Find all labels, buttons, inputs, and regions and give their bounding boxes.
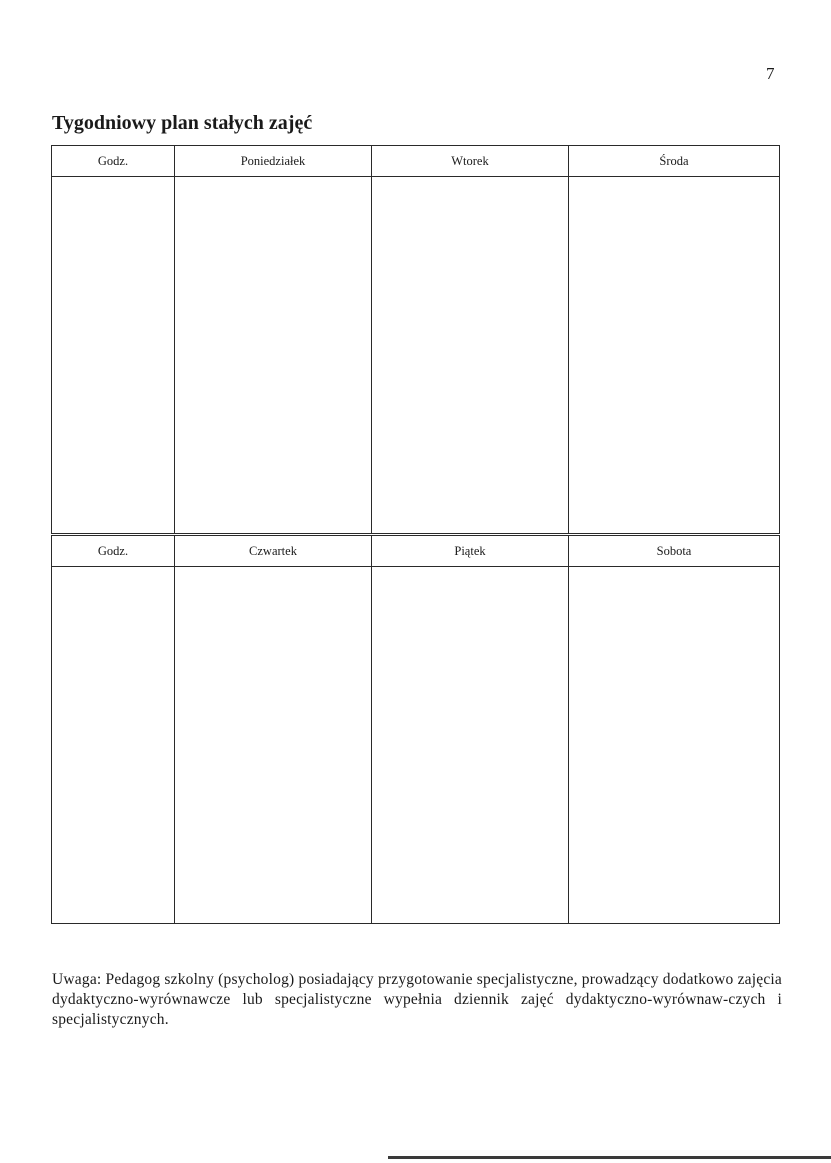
table-header-row [52, 146, 780, 177]
hour-cell[interactable] [52, 567, 175, 924]
friday-cell[interactable] [372, 567, 569, 924]
wednesday-cell[interactable] [569, 177, 780, 534]
page-title: Tygodniowy plan stałych zajęć [52, 112, 313, 134]
table-row [52, 567, 780, 924]
tuesday-cell[interactable] [372, 177, 569, 534]
header-wednesday: Środa [569, 146, 780, 177]
schedule-table-thu-sat [51, 535, 780, 924]
saturday-cell[interactable] [569, 567, 780, 924]
header-hour: Godz. [52, 146, 175, 177]
thursday-cell[interactable] [175, 567, 372, 924]
table-row [52, 177, 780, 534]
monday-cell[interactable] [175, 177, 372, 534]
schedule-table-mon-wed [51, 145, 780, 534]
header-hour: Godz. [52, 536, 175, 567]
table-header-row [52, 536, 780, 567]
header-thursday: Czwartek [175, 536, 372, 567]
header-tuesday: Wtorek [372, 146, 569, 177]
hour-cell[interactable] [52, 177, 175, 534]
header-friday: Piątek [372, 536, 569, 567]
header-monday: Poniedziałek [175, 146, 372, 177]
note-paragraph: Uwaga: Pedagog szkolny (psycholog) posiadający przygotowanie specjalistyczne, prowadzący dodatkowo zajęcia dydaktyczno-wyrównawcze lub specjalistyczne wypełnia dziennik zajęć dydaktyczno-wyrównaw-czych i specjalistycznych. [52, 971, 782, 1028]
page-number: 7 [766, 64, 775, 83]
bottom-rule [388, 1156, 831, 1159]
header-saturday: Sobota [569, 536, 780, 567]
